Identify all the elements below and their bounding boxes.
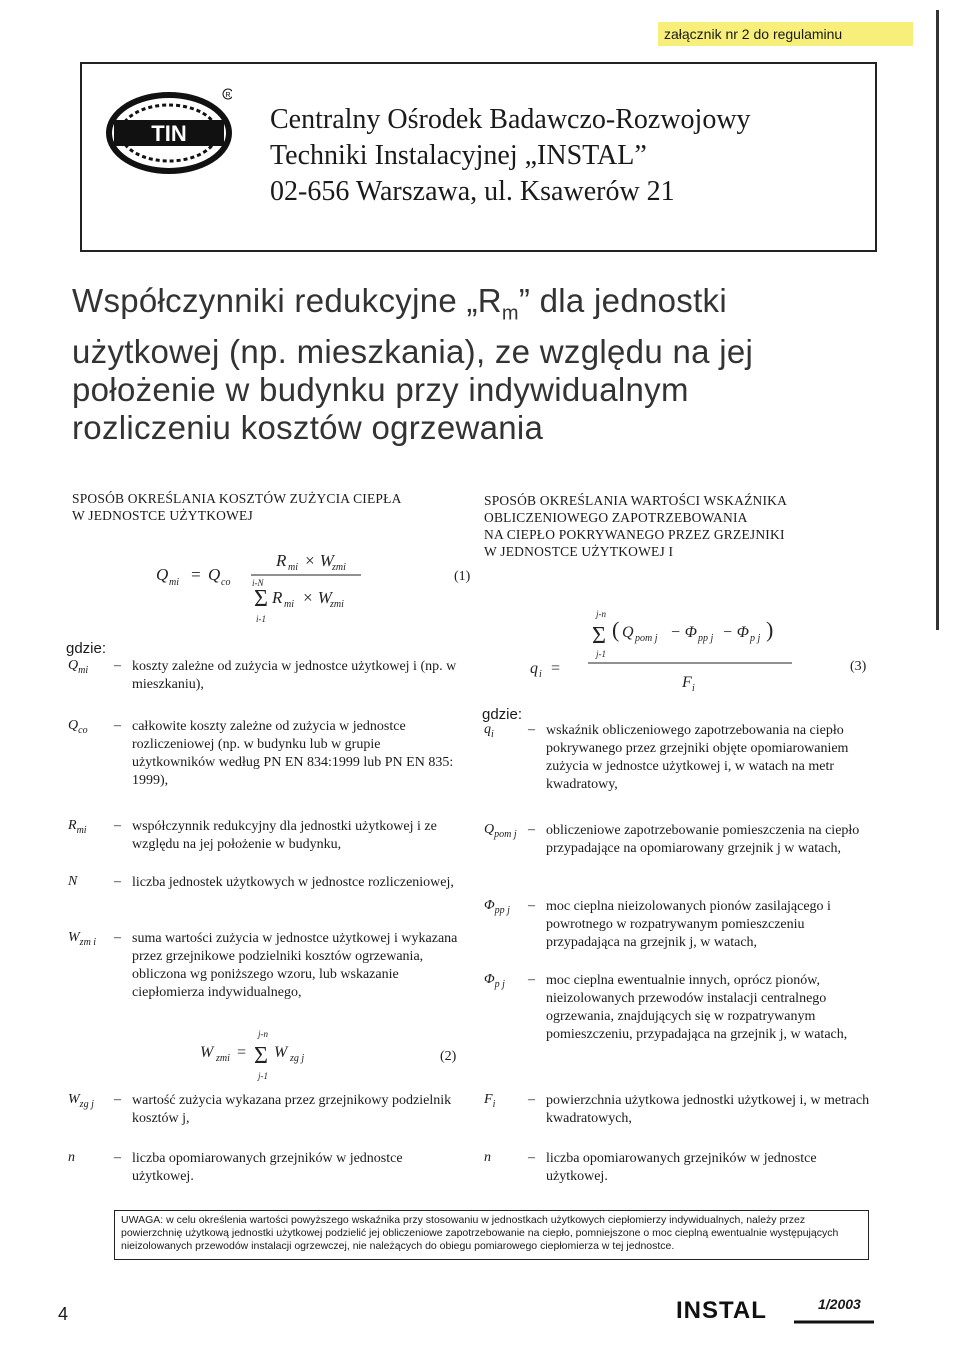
definition-text: liczba opomiarowanych grzejników w jednostce użytkowej.: [132, 1151, 403, 1184]
svg-text:Q: Q: [156, 565, 169, 584]
definition-dash: –: [528, 972, 535, 987]
svg-text:mi: mi: [288, 562, 298, 573]
definition-text: wskaźnik obliczeniowego zapotrzebowania na ciepło pokrywanego przez grzejniki objęte opomiarowaniem zużycia w jednostce użytkowej i, w watach na metr kwadratowy,: [546, 723, 849, 792]
svg-text:zmi: zmi: [216, 1053, 230, 1064]
definition-dash: –: [114, 1092, 121, 1107]
formula-3: [530, 605, 830, 695]
definition-dash: –: [528, 898, 535, 913]
definition-dash: –: [114, 818, 121, 833]
svg-text:Σ: Σ: [254, 1043, 268, 1069]
definition-symbol-sub: i: [492, 1098, 496, 1110]
right-gdzie: gdzie:: [482, 706, 523, 723]
definition-symbol: $q_i$: [484, 722, 494, 740]
definition-text: liczba opomiarowanych grzejników w jednostce użytkowej.: [546, 1151, 817, 1184]
definition-symbol-sub: co: [78, 724, 88, 736]
definition-symbol-sub: mi: [76, 824, 87, 836]
definition-text: liczba jednostek użytkowych w jednostce rozliczeniowej,: [132, 875, 454, 890]
right-heading: SPOSÓB OKREŚLANIA WARTOŚCI WSKAŹNIKA OBLICZENIOWEGO ZAPOTRZEBOWANIA NA CIEPŁO POKRYWANEGO PRZEZ GRZEJNIKI W JEDNOSTCE UŻYTKOWEJ I: [484, 493, 788, 559]
svg-text:× W: × W: [302, 588, 332, 607]
definition-symbol-sub: pom j: [494, 828, 517, 840]
svg-text:mi: mi: [284, 599, 294, 610]
left-heading: SPOSÓB OKREŚLANIA KOSZTÓW ZUŻYCIA CIEPŁA W JEDNOSTCE UŻYTKOWEJ: [72, 491, 402, 523]
definition-dash: –: [114, 930, 121, 945]
definition-text: moc cieplna ewentualnie innych, oprócz pionów, nieizolowanych przewodów instalacji centralnego ogrzewania, znajdujących się w rozpatrywanym pomieszczeniu, przypadająca na grzejnik j, w watach,: [546, 973, 848, 1042]
svg-text:Q: Q: [208, 565, 221, 584]
definition-text: całkowite koszty zależne od zużycia w jednostce rozliczeniowej (np. w budynku lub w grupie użytkowników według PN EN 834:1999 lub PN EN 835: 1999),: [132, 719, 454, 788]
scan-edge-line: [936, 10, 939, 630]
svg-text:=: =: [190, 565, 202, 584]
svg-text:− Φ: − Φ: [722, 624, 749, 641]
definition-text: wartość zużycia wykazana przez grzejnikowy podzielnik kosztów j,: [132, 1093, 452, 1126]
footer-issue: 1/2003: [818, 1296, 861, 1312]
definition-symbol: $W_{zm i}$: [68, 930, 97, 948]
note-box: UWAGA: w celu określenia wartości powyższego wskaźnika przy stosowaniu w jednostkach użytkowych ciepłomierzy indywidualnych, należy przez powierzchnię użytkową jednostki użytkowej podzielić jej obliczeniowe zapotrzebowanie na ciepło, pomniejszone o moc cieplną ewentualnie występujących nieizolowanych przewodów instalacji ogrzewczej, nie należących do obiegu pomiarowego ciepłomierza w tej jednostce.: [114, 1210, 869, 1260]
definition-symbol: $Q_{co}$: [68, 718, 88, 736]
definition-symbol-sub: zg j: [79, 1098, 94, 1110]
definition-dash: –: [528, 1092, 535, 1107]
attachment-label: załącznik nr 2 do regulaminu: [658, 22, 913, 46]
definition-text: powierzchnia użytkowa jednostki użytkowej i, w metrach kwadratowych,: [546, 1093, 870, 1126]
definition-symbol: N: [68, 874, 78, 889]
svg-text:R: R: [272, 588, 283, 607]
logo-text: TIN: [151, 121, 187, 146]
svg-text:Q: Q: [622, 624, 634, 641]
svg-text:j-1: j-1: [596, 649, 606, 659]
definition-dash: –: [528, 722, 535, 737]
definition-symbol: $\Phi_{p j}$: [484, 972, 505, 990]
svg-text:(: (: [612, 617, 620, 642]
definition-text: suma wartości zużycia w jednostce użytkowej i wykazana przez grzejnikowe podzielniki kosztów ogrzewania, obliczona wg poniższego wzoru, lub wskazanie ciepłomierza indywidualnego,: [132, 931, 458, 1000]
definition-dash: –: [114, 1150, 121, 1165]
svg-text:W: W: [200, 1044, 214, 1061]
definition-symbol-sub: mi: [78, 664, 89, 676]
svg-text:i: i: [539, 669, 542, 680]
svg-text:Σ: Σ: [254, 586, 268, 612]
svg-text:p j: p j: [750, 633, 761, 644]
definition-dash: –: [114, 874, 121, 889]
formula-1: [156, 548, 406, 628]
svg-text:co: co: [221, 577, 231, 588]
definition-symbol: $\Phi_{pp j}$: [484, 898, 510, 916]
svg-text:q: q: [530, 660, 538, 677]
definition-symbol: $Q_{pom j}$: [484, 822, 517, 840]
formula-2: [200, 1025, 310, 1085]
svg-text:W: W: [274, 1044, 288, 1061]
svg-text:i: i: [692, 683, 695, 694]
svg-text:j-n: j-n: [258, 1029, 268, 1039]
definition-symbol: n: [68, 1150, 75, 1165]
definition-symbol: $W_{zg j}$: [68, 1092, 94, 1110]
tin-logo-icon: [106, 88, 232, 178]
svg-text:R: R: [225, 92, 231, 99]
svg-text:zmi: zmi: [332, 562, 346, 573]
page-title: Współczynniki redukcyjne $„R_m$” dla jednostki użytkowej (np. mieszkania), ze względu na jej położenie w budynku przy indywidualnym rozliczeniu kosztów ogrzewania: [72, 282, 754, 446]
svg-text:zmi: zmi: [330, 599, 344, 610]
definition-dash: –: [114, 658, 121, 673]
definition-symbol: $Q_{mi}$: [68, 658, 89, 676]
definition-dash: –: [114, 718, 121, 733]
svg-text:Σ: Σ: [592, 623, 606, 649]
formula3-number: (3): [850, 659, 867, 674]
definition-symbol-sub: zm i: [79, 936, 97, 948]
svg-text:pom j: pom j: [635, 633, 658, 644]
svg-text:F: F: [682, 674, 692, 691]
svg-text:=: =: [550, 660, 561, 677]
svg-text:i-1: i-1: [256, 614, 266, 624]
organization-block: [270, 102, 751, 210]
definition-text: współczynnik redukcyjny dla jednostki użytkowej i ze względu na jej położenie w budynku,: [132, 819, 437, 852]
definition-text: koszty zależne od zużycia w jednostce użytkowej i (np. w mieszkaniu),: [132, 659, 457, 692]
svg-text:j-1: j-1: [258, 1071, 268, 1081]
svg-text:=: =: [236, 1044, 247, 1061]
definition-symbol-sub: p j: [494, 978, 505, 990]
footer-brand: INSTAL: [676, 1297, 767, 1324]
definition-symbol: $F_i$: [484, 1092, 496, 1110]
left-gdzie: gdzie:: [66, 640, 107, 657]
svg-text:zg j: zg j: [290, 1053, 305, 1064]
formula1-number: (1): [454, 569, 471, 584]
svg-text:mi: mi: [169, 577, 179, 588]
org-line1: Centralny Ośrodek Badawczo-Rozwojowy: [270, 104, 751, 135]
svg-text:pp j: pp j: [698, 633, 714, 644]
org-line3: 02-656 Warszawa, ul. Ksawerów 21: [270, 176, 675, 207]
formula2-number: (2): [440, 1049, 457, 1064]
svg-text:): ): [766, 617, 774, 642]
definition-dash: –: [528, 822, 535, 837]
definition-symbol-sub: pp j: [494, 904, 510, 916]
definition-symbol: $R_{mi}$: [68, 818, 87, 836]
definition-dash: –: [528, 1150, 535, 1165]
svg-text:− Φ: − Φ: [670, 624, 697, 641]
definition-text: obliczeniowe zapotrzebowanie pomieszczenia na ciepło przypadające na opomiarowany grzejnik j w watach,: [546, 823, 860, 856]
svg-text:i-N: i-N: [252, 578, 264, 588]
org-line2: Techniki Instalacyjnej „INSTAL”: [270, 140, 647, 171]
svg-text:R: R: [276, 551, 287, 570]
definition-text: moc cieplna nieizolowanych pionów zasilającego i powrotnego w rozpatrywanym pomieszczeniu przypadająca na grzejnik j, w watach,: [546, 899, 831, 950]
page-number: 4: [58, 1304, 69, 1324]
svg-text:j-n: j-n: [596, 609, 606, 619]
svg-text:× W: × W: [304, 551, 334, 570]
definition-symbol: n: [484, 1150, 491, 1165]
definition-symbol-sub: i: [491, 728, 494, 740]
